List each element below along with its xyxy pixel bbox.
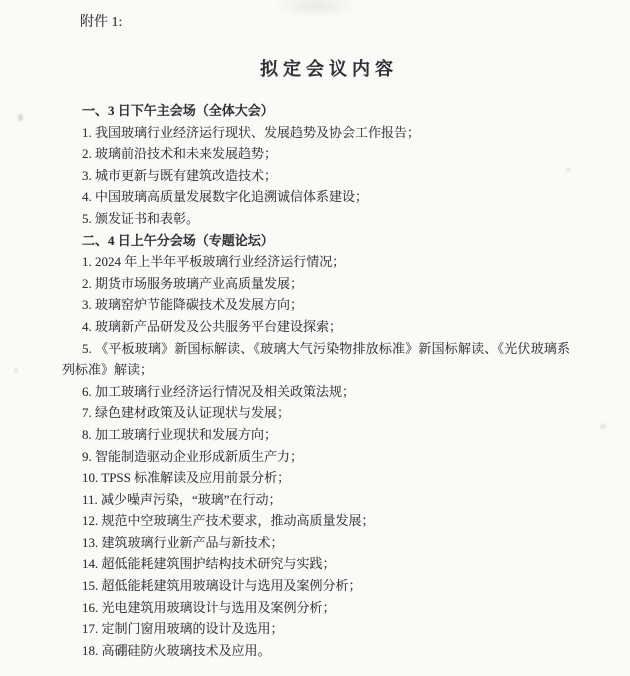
- agenda-item-2-5: 5. 《平板玻璃》新国标解读、《玻璃大气污染物排放标准》新国标解读、《光伏玻璃系列标准》解读；: [62, 340, 570, 378]
- agenda-item-2-15: 15. 超低能耗建筑用玻璃设计与选用及案例分析；: [82, 578, 362, 594]
- agenda-item-1-1: 1. 我国玻璃行业经济运行现状、发展趋势及协会工作报告；: [82, 124, 421, 140]
- agenda-item-2-9: 9. 智能制造驱动企业形成新质生产力；: [82, 448, 304, 464]
- scan-artifact: [18, 114, 23, 121]
- agenda-content: [62, 100, 570, 661]
- scan-artifact: [600, 424, 606, 429]
- agenda-item-2-3: 3. 玻璃窑炉节能降碳技术及发展方向；: [82, 297, 304, 313]
- agenda-item-1-5: 5. 颁发证书和表彰。: [82, 210, 200, 226]
- agenda-item-2-16: 16. 光电建筑用玻璃设计与选用及案例分析；: [82, 599, 336, 615]
- agenda-item-1-2: 2. 玻璃前沿技术和未来发展趋势；: [82, 146, 278, 162]
- section-1-heading: 一、3 日下午主会场（全体大会）: [82, 103, 274, 118]
- attachment-label: 附件 1:: [80, 15, 123, 30]
- agenda-item-2-2: 2. 期货市场服务玻璃产业高质量发展；: [82, 275, 304, 291]
- agenda-item-1-4: 4. 中国玻璃高质量发展数字化追溯诚信体系建设；: [82, 189, 369, 205]
- agenda-item-2-1: 1. 2024 年上半年平板玻璃行业经济运行情况；: [82, 254, 346, 270]
- agenda-item-2-18: 18. 高硼硅防火玻璃技术及应用。: [82, 642, 271, 658]
- agenda-item-1-3: 3. 城市更新与既有建筑改造技术；: [82, 167, 278, 183]
- agenda-item-2-6: 6. 加工玻璃行业经济运行情况及相关政策法规；: [82, 383, 356, 399]
- scan-artifact: [14, 368, 18, 373]
- agenda-item-2-12: 12. 规范中空玻璃生产技术要求，推动高质量发展；: [82, 513, 375, 529]
- agenda-item-2-13: 13. 建筑玻璃行业新产品与新技术；: [82, 534, 284, 550]
- page-title: 拟定会议内容: [260, 59, 398, 79]
- agenda-item-2-14: 14. 超低能耗建筑围护结构技术研究与实践；: [82, 556, 336, 572]
- agenda-item-2-4: 4. 玻璃新产品研发及公共服务平台建设探索；: [82, 318, 343, 334]
- agenda-item-2-10: 10. TPSS 标准解读及应用前景分析；: [82, 470, 291, 486]
- section-2-heading: 二、4 日上午分会场（专题论坛）: [82, 232, 274, 248]
- agenda-item-2-11: 11. 减少噪声污染，“玻璃”在行动；: [82, 491, 282, 507]
- agenda-item-2-7: 7. 绿色建材政策及认证现状与发展；: [82, 405, 291, 421]
- agenda-item-2-8: 8. 加工玻璃行业现状和发展方向；: [82, 426, 278, 442]
- agenda-item-2-17: 17. 定制门窗用玻璃的设计及选用；: [82, 621, 284, 637]
